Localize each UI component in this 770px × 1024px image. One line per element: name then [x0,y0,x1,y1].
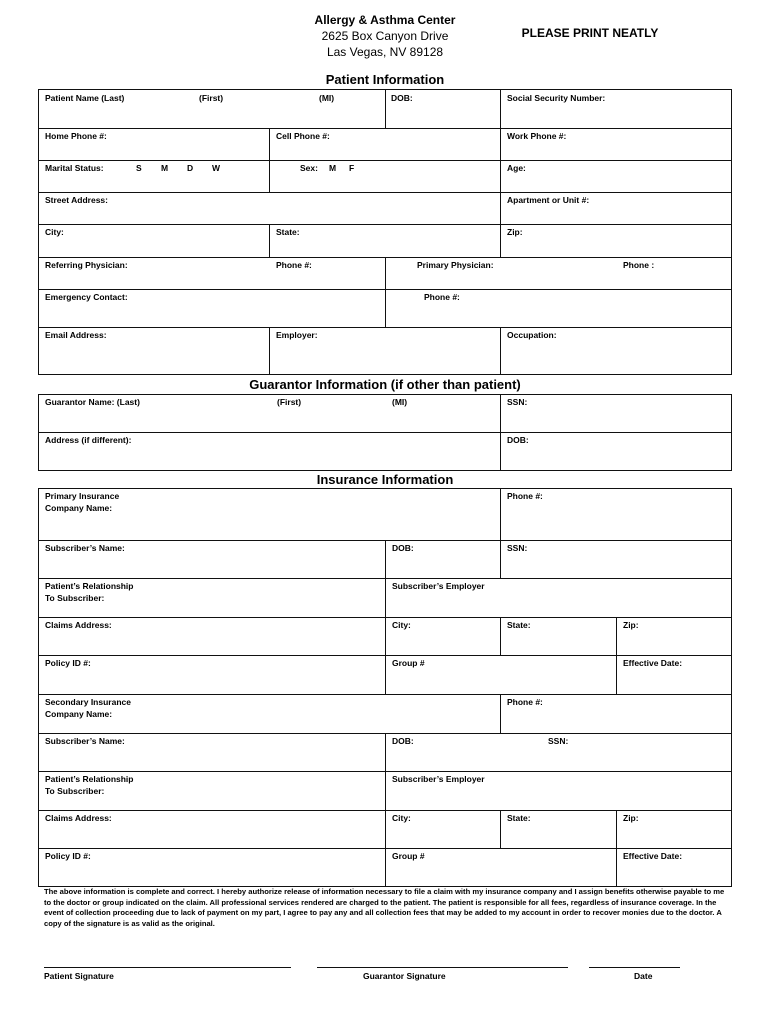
home-phone-field[interactable] [39,129,269,160]
guarantor-signature-line[interactable] [317,967,568,968]
marital-option-d[interactable]: D [187,163,194,173]
guarantor-address-field[interactable] [39,433,500,470]
secondary-relationship-field[interactable] [39,772,385,810]
street-address-field[interactable] [39,193,500,224]
sex-option-m[interactable]: M [329,163,337,173]
secondary-subscriber-employer-field[interactable] [386,772,731,810]
email-label: Email Address: [45,330,107,340]
primary-subscriber-ssn-field[interactable] [501,541,731,578]
patient-name-field[interactable] [39,90,385,128]
primary-claims-state-field[interactable] [501,618,616,655]
patient-ssn-label: Social Security Number: [507,93,606,103]
marital-status-field [39,161,269,192]
insurance-section-title: Insurance Information [316,472,454,487]
clinic-name: Allergy & Asthma Center [314,13,456,27]
primary-subscriber-ssn-label: SSN: [507,543,528,553]
zip-label: Zip: [507,227,523,237]
primary-group-field[interactable] [386,656,616,694]
secondary-claims-zip-field[interactable] [617,811,731,848]
apartment-field[interactable] [501,193,731,224]
guarantor-signature-label: Guarantor Signature [363,971,446,981]
secondary-subscriber-name-label: Subscriber’s Name: [45,736,125,746]
secondary-subscriber-ssn-label: SSN: [548,736,569,746]
primary-claims-city-field[interactable] [386,618,500,655]
primary-relationship-field[interactable] [39,579,385,617]
referring-phone-label: Phone #: [276,260,312,270]
patient-name-first-label: (First) [199,93,224,103]
referring-physician-field[interactable] [39,258,385,289]
state-field[interactable] [270,225,500,257]
guarantor-section-title: Guarantor Information (if other than patient) [249,377,521,392]
primary-subscriber-name-field[interactable] [39,541,385,578]
primary-insurance-phone-field[interactable] [501,489,731,540]
primary-insurance-company-field[interactable] [39,489,500,540]
marital-option-w[interactable]: W [212,163,221,173]
secondary-claims-address-label: Claims Address: [45,813,112,823]
guarantor-dob-label: DOB: [507,435,529,445]
secondary-subscriber-dob-label: DOB: [392,736,414,746]
clinic-address-line1: 2625 Box Canyon Drive [321,29,449,43]
guarantor-name-last-label: Guarantor Name: (Last) [45,397,140,407]
primary-claims-city-label: City: [392,620,411,630]
emergency-phone-label: Phone #: [424,292,460,302]
cell-phone-field[interactable] [270,129,500,160]
guarantor-name-first-label: (First) [277,397,302,407]
age-label: Age: [507,163,526,173]
secondary-policy-id-field[interactable] [39,849,385,886]
sex-field [270,161,500,192]
patient-ssn-field[interactable] [501,90,731,128]
primary-claims-state-label: State: [507,620,531,630]
secondary-insurance-phone-field[interactable] [501,695,731,733]
primary-phone-label: Phone : [623,260,655,270]
secondary-claims-city-label: City: [392,813,411,823]
primary-claims-address-label: Claims Address: [45,620,112,630]
home-phone-label: Home Phone #: [45,131,107,141]
secondary-insurance-company-field[interactable] [39,695,500,733]
secondary-effective-date-label: Effective Date: [623,851,683,861]
secondary-subscriber-employer-label: Subscriber’s Employer [392,774,485,784]
primary-subscriber-employer-field[interactable] [386,579,731,617]
secondary-subscriber-name-field[interactable] [39,734,385,771]
sex-label: Sex: [300,163,318,173]
primary-subscriber-dob-field[interactable] [386,541,500,578]
patient-dob-field[interactable] [386,90,500,128]
primary-relationship-label: Patient’s Relationship To Subscriber: [45,581,134,603]
date-label: Date [634,971,653,981]
street-address-label: Street Address: [45,195,108,205]
occupation-field[interactable] [501,328,731,374]
secondary-group-field[interactable] [386,849,616,886]
secondary-claims-state-label: State: [507,813,531,823]
primary-physician-field[interactable] [386,258,731,289]
primary-insurance-company-label: Primary Insurance Company Name: [45,491,120,513]
employer-label: Employer: [276,330,318,340]
secondary-subscriber-dob-ssn-field[interactable] [386,734,731,771]
secondary-claims-address-field[interactable] [39,811,385,848]
age-field[interactable] [501,161,731,192]
employer-field[interactable] [270,328,500,374]
marital-option-m[interactable]: M [161,163,169,173]
guarantor-name-mi-label: (MI) [392,397,408,407]
occupation-label: Occupation: [507,330,557,340]
zip-field[interactable] [501,225,731,257]
primary-subscriber-dob-label: DOB: [392,543,414,553]
secondary-claims-state-field[interactable] [501,811,616,848]
clinic-header [230,12,540,60]
marital-status-label: Marital Status: [45,163,104,173]
city-field[interactable] [39,225,269,257]
secondary-group-label: Group # [392,851,425,861]
secondary-policy-id-label: Policy ID #: [45,851,91,861]
emergency-contact-field[interactable] [39,290,385,327]
apartment-label: Apartment or Unit #: [507,195,590,205]
guarantor-ssn-field[interactable] [501,395,731,432]
primary-subscriber-name-label: Subscriber’s Name: [45,543,125,553]
referring-physician-label: Referring Physician: [45,260,128,270]
primary-physician-label: Primary Physician: [417,260,494,270]
work-phone-label: Work Phone #: [507,131,567,141]
guarantor-name-field[interactable] [39,395,500,432]
work-phone-field[interactable] [501,129,731,160]
primary-insurance-phone-label: Phone #: [507,491,543,501]
primary-claims-zip-field[interactable] [617,618,731,655]
guarantor-address-label: Address (if different): [45,435,132,445]
sex-option-f[interactable]: F [349,163,355,173]
patient-name-last-label: Patient Name (Last) [45,93,125,103]
emergency-phone-field[interactable] [386,290,731,327]
guarantor-ssn-label: SSN: [507,397,528,407]
secondary-insurance-phone-label: Phone #: [507,697,543,707]
email-field[interactable] [39,328,269,374]
primary-effective-date-label: Effective Date: [623,658,683,668]
primary-subscriber-employer-label: Subscriber’s Employer [392,581,485,591]
emergency-contact-label: Emergency Contact: [45,292,128,302]
city-label: City: [45,227,64,237]
date-signature-line[interactable] [589,967,680,968]
primary-claims-address-field[interactable] [39,618,385,655]
clinic-address-line2: Las Vegas, NV 89128 [326,45,444,59]
cell-phone-label: Cell Phone #: [276,131,330,141]
primary-claims-zip-label: Zip: [623,620,639,630]
primary-policy-id-field[interactable] [39,656,385,694]
authorization-statement: The above information is complete and correct. I hereby authorize release of information necessary to file a claim with my insurance company and I assign benefits otherwise payable to me to the doctor or group indicated on the claim. All professional services rendered are charged to the patient. The patient is responsible for all fees, regardless of insurance coverage. In the event of collection proceeding due to lack of payment on my part, I agree to pay any and all collection fees that may be added to my account in order to recover monies due to the doctor. A copy of the signature is as valid as the original. [44,887,725,928]
secondary-claims-zip-label: Zip: [623,813,639,823]
secondary-insurance-company-label: Secondary Insurance Company Name: [45,697,131,719]
primary-policy-id-label: Policy ID #: [45,658,91,668]
secondary-effective-date-field[interactable] [617,849,731,886]
patient-name-mi-label: (MI) [319,93,335,103]
marital-option-s[interactable]: S [136,163,142,173]
primary-group-label: Group # [392,658,425,668]
patient-signature-line[interactable] [44,967,291,968]
guarantor-dob-field[interactable] [501,433,731,470]
patient-section-title: Patient Information [325,72,445,87]
patient-signature-label: Patient Signature [44,971,114,981]
print-notice: PLEASE PRINT NEATLY [521,26,659,40]
patient-dob-label: DOB: [391,93,413,103]
secondary-relationship-label: Patient’s Relationship To Subscriber: [45,774,134,796]
state-label: State: [276,227,300,237]
secondary-claims-city-field[interactable] [386,811,500,848]
primary-effective-date-field[interactable] [617,656,731,694]
